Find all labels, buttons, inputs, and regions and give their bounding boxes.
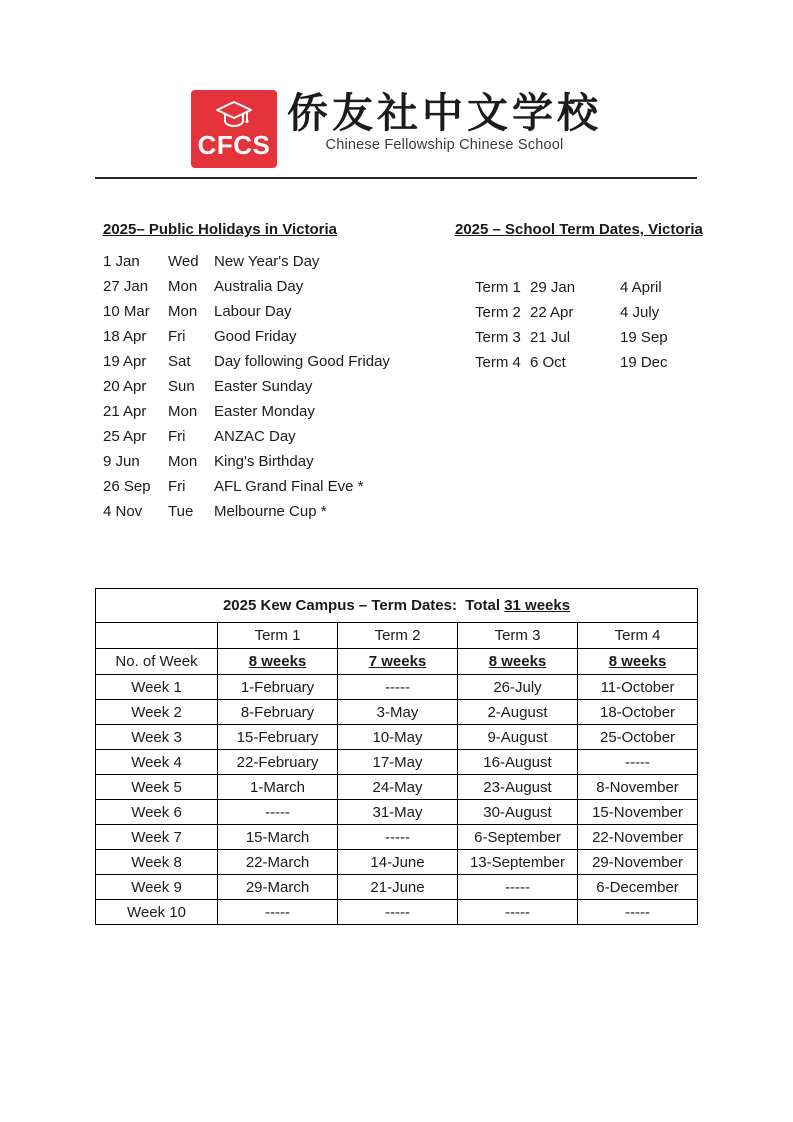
holiday-row	[103, 324, 390, 349]
week-date-cell: 8-February	[218, 700, 338, 725]
week-date-cell: 8-November	[578, 775, 698, 800]
school-name-english: Chinese Fellowship Chinese School	[325, 137, 564, 153]
week-label: Week 1	[96, 675, 218, 700]
week-date-cell: -----	[338, 900, 458, 925]
school-logo	[0, 90, 793, 168]
kew-table-week-row	[96, 900, 698, 925]
week-date-cell: -----	[338, 825, 458, 850]
holiday-row	[103, 499, 390, 524]
kew-table-weeks-count-row	[96, 649, 698, 675]
kew-table-week-row	[96, 875, 698, 900]
public-holidays-section	[103, 221, 390, 524]
week-label: Week 2	[96, 700, 218, 725]
public-holidays-title: 2025– Public Holidays in Victoria	[103, 221, 337, 238]
term-row	[475, 325, 703, 350]
holiday-date: 19 Apr	[103, 353, 147, 370]
holiday-date: 25 Apr	[103, 428, 147, 445]
week-date-cell: 30-August	[458, 800, 578, 825]
term-start-date: 6 Oct	[530, 354, 566, 371]
week-date-cell: -----	[218, 800, 338, 825]
holiday-day: Wed	[168, 253, 199, 270]
week-date-cell: 10-May	[338, 725, 458, 750]
week-date-cell: 18-October	[578, 700, 698, 725]
term-list	[455, 275, 703, 375]
term-end-date: 4 April	[620, 279, 662, 296]
holiday-day: Fri	[168, 478, 186, 495]
holiday-row	[103, 299, 390, 324]
week-date-cell: -----	[578, 750, 698, 775]
logo-acronym: CFCS	[197, 130, 271, 160]
week-label: Week 3	[96, 725, 218, 750]
holiday-date: 10 Mar	[103, 303, 150, 320]
holiday-row	[103, 474, 390, 499]
kew-table-week-row	[96, 825, 698, 850]
logo-badge	[191, 90, 277, 168]
week-date-cell: 21-June	[338, 875, 458, 900]
kew-table-header-row	[96, 623, 698, 649]
week-label: Week 9	[96, 875, 218, 900]
holiday-date: 26 Sep	[103, 478, 151, 495]
week-date-cell: 29-March	[218, 875, 338, 900]
holiday-name: Labour Day	[214, 303, 292, 320]
week-date-cell: -----	[218, 900, 338, 925]
holiday-name: Easter Monday	[214, 403, 315, 420]
header-divider	[95, 177, 697, 179]
week-label: Week 4	[96, 750, 218, 775]
week-date-cell: 24-May	[338, 775, 458, 800]
holiday-list	[103, 249, 390, 524]
logo-text	[287, 90, 602, 153]
term-dates-title: 2025 – School Term Dates, Victoria	[455, 221, 703, 238]
kew-table-term-header: Term 2	[338, 623, 458, 649]
kew-table-week-row	[96, 800, 698, 825]
week-label: Week 8	[96, 850, 218, 875]
kew-table-weeks-count: 8 weeks	[458, 649, 578, 675]
week-date-cell: -----	[458, 875, 578, 900]
term-row	[475, 275, 703, 300]
holiday-day: Mon	[168, 403, 198, 420]
holiday-name: Good Friday	[214, 328, 297, 345]
kew-table-week-row	[96, 750, 698, 775]
holiday-row	[103, 449, 390, 474]
holiday-date: 20 Apr	[103, 378, 147, 395]
school-name-chinese: 侨友社中文学校	[287, 89, 602, 137]
holiday-date: 4 Nov	[103, 503, 143, 520]
term-start-date: 21 Jul	[530, 329, 571, 346]
holiday-day: Tue	[168, 503, 194, 520]
week-label: Week 7	[96, 825, 218, 850]
week-date-cell: 25-October	[578, 725, 698, 750]
holiday-name: Australia Day	[214, 278, 304, 295]
holiday-day: Mon	[168, 278, 198, 295]
term-label: Term 2	[475, 304, 521, 321]
holiday-row	[103, 349, 390, 374]
week-date-cell: 15-November	[578, 800, 698, 825]
holiday-date: 18 Apr	[103, 328, 147, 345]
holiday-day: Sun	[168, 378, 195, 395]
kew-table-week-row	[96, 725, 698, 750]
week-date-cell: 31-May	[338, 800, 458, 825]
kew-table-title-prefix: 2025 Kew Campus – Term Dates: Total	[222, 597, 505, 614]
kew-table-corner-blank	[96, 623, 218, 649]
term-dates-section	[455, 221, 703, 375]
term-row	[475, 300, 703, 325]
week-date-cell: 22-February	[218, 750, 338, 775]
holiday-name: AFL Grand Final Eve *	[214, 478, 364, 495]
week-date-cell: 23-August	[458, 775, 578, 800]
kew-term-dates-table	[95, 588, 698, 925]
week-date-cell: 1-March	[218, 775, 338, 800]
week-date-cell: 11-October	[578, 675, 698, 700]
holiday-day: Sat	[168, 353, 191, 370]
term-end-date: 19 Dec	[620, 354, 668, 371]
week-label: Week 5	[96, 775, 218, 800]
week-date-cell: 22-March	[218, 850, 338, 875]
week-date-cell: 3-May	[338, 700, 458, 725]
term-end-date: 19 Sep	[620, 329, 668, 346]
week-date-cell: -----	[578, 900, 698, 925]
week-date-cell: 2-August	[458, 700, 578, 725]
week-label: Week 10	[96, 900, 218, 925]
kew-table-week-row	[96, 675, 698, 700]
week-date-cell: 6-September	[458, 825, 578, 850]
week-date-cell: 22-November	[578, 825, 698, 850]
term-end-date: 4 July	[620, 304, 660, 321]
kew-table-term-header: Term 3	[458, 623, 578, 649]
kew-table-title	[96, 589, 698, 623]
holiday-name: Day following Good Friday	[214, 353, 390, 370]
week-date-cell: 13-September	[458, 850, 578, 875]
kew-table-weeks-count: 8 weeks	[578, 649, 698, 675]
kew-table-corner-label: No. of Week	[96, 649, 218, 675]
term-start-date: 29 Jan	[530, 279, 576, 296]
holiday-name: King's Birthday	[214, 453, 314, 470]
holiday-date: 9 Jun	[103, 453, 140, 470]
week-date-cell: 15-March	[218, 825, 338, 850]
term-label: Term 1	[475, 279, 521, 296]
holiday-row	[103, 374, 390, 399]
kew-table-title-row	[96, 589, 698, 623]
holiday-day: Mon	[168, 303, 198, 320]
holiday-name: New Year's Day	[214, 253, 320, 270]
holiday-row	[103, 274, 390, 299]
kew-table-term-header: Term 4	[578, 623, 698, 649]
week-date-cell: 15-February	[218, 725, 338, 750]
holiday-date: 27 Jan	[103, 278, 149, 295]
week-label: Week 6	[96, 800, 218, 825]
holiday-row	[103, 399, 390, 424]
week-date-cell: 17-May	[338, 750, 458, 775]
week-date-cell: 29-November	[578, 850, 698, 875]
holiday-date: 1 Jan	[103, 253, 140, 270]
week-date-cell: 1-February	[218, 675, 338, 700]
holiday-row	[103, 424, 390, 449]
holiday-name: ANZAC Day	[214, 428, 296, 445]
holiday-name: Easter Sunday	[214, 378, 313, 395]
week-date-cell: 9-August	[458, 725, 578, 750]
week-date-cell: 14-June	[338, 850, 458, 875]
week-date-cell: -----	[338, 675, 458, 700]
graduation-cap-icon	[214, 100, 254, 130]
week-date-cell: 26-July	[458, 675, 578, 700]
holiday-day: Fri	[168, 328, 186, 345]
kew-table-weeks-count: 7 weeks	[338, 649, 458, 675]
holiday-day: Mon	[168, 453, 198, 470]
holiday-date: 21 Apr	[103, 403, 147, 420]
term-start-date: 22 Apr	[530, 304, 574, 321]
kew-table-total-weeks: 31 weeks	[504, 597, 571, 614]
holiday-row	[103, 249, 390, 274]
week-date-cell: 16-August	[458, 750, 578, 775]
holiday-name: Melbourne Cup *	[214, 503, 327, 520]
kew-table-week-row	[96, 775, 698, 800]
week-date-cell: 6-December	[578, 875, 698, 900]
kew-table-week-row	[96, 850, 698, 875]
kew-table-term-header: Term 1	[218, 623, 338, 649]
term-label: Term 4	[475, 354, 521, 371]
kew-table-week-row	[96, 700, 698, 725]
holiday-day: Fri	[168, 428, 186, 445]
kew-table-weeks-count: 8 weeks	[218, 649, 338, 675]
week-date-cell: -----	[458, 900, 578, 925]
term-label: Term 3	[475, 329, 521, 346]
term-row	[475, 350, 703, 375]
